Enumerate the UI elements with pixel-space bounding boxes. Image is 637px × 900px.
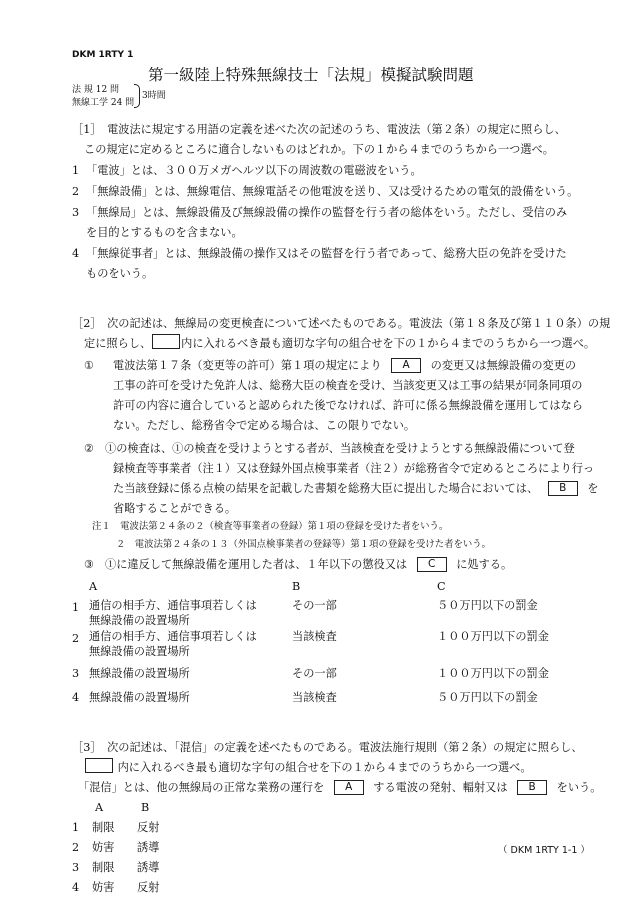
note-1: 注１ 電波法第２４条の２（検査等事業者の登録）第１項の登録を受けた者をいう。 bbox=[92, 521, 449, 532]
statement-2-line: 録検査等事業者（注１）又は登録外国点検事業者（注２）が総務省令で定めるところにより行っ bbox=[113, 462, 595, 475]
lead-text: 内に入れるべき最も適切な字句の組合せを下の１から４までのうちから一つ選べ。 bbox=[117, 761, 532, 774]
question-3-lead: ［3］ 次の記述は、「混信」の定義を述べたものである。電波法施行規則（第２条）の規定に照らし、 bbox=[72, 741, 583, 754]
statement-2-line: 省略することができる。 bbox=[113, 502, 237, 515]
question-count-engineering: 無線工学 24 問 bbox=[72, 98, 135, 108]
question-2-lead: ［2］ 次の記述は、無線局の変更検査について述べたものである。電波法（第１８条及び第１１０条）の規 bbox=[72, 317, 611, 330]
table-cell-a: 制限 bbox=[92, 861, 115, 874]
table-cell-a-cont: 無線設備の設置場所 bbox=[89, 645, 190, 658]
table-cell-c: ５０万円以下の罰金 bbox=[437, 691, 538, 704]
statement-2-line: ①の検査は、①の検査を受けようとする者が、当該検査を受けようとする無線設備について登 bbox=[105, 442, 575, 455]
statement-text: 電波法第１７条（変更等の許可）第１項の規定により bbox=[113, 359, 382, 372]
q1-option-text-cont: を目的とするものを含まない。 bbox=[86, 226, 243, 239]
statement-text: を bbox=[587, 482, 599, 495]
q1-option-number: 4 bbox=[72, 247, 80, 260]
document-code: DKM 1RTY 1 bbox=[72, 50, 134, 60]
table-cell-b: 当該検査 bbox=[292, 691, 337, 704]
table-cell-b: 誘導 bbox=[137, 861, 160, 874]
blank-box bbox=[85, 758, 113, 773]
statement-1-mark: ① bbox=[84, 359, 95, 372]
statement-text: た当該登録に係る点検の結果を記載した書類を総務大臣に提出した場合においては、 bbox=[113, 482, 539, 495]
table-cell-b: 当該検査 bbox=[292, 630, 337, 643]
table-cell-c: １００万円以下の罰金 bbox=[437, 630, 549, 643]
statement-3-line bbox=[105, 555, 512, 575]
statement-text: に処する。 bbox=[456, 558, 513, 571]
q1-option-text: 「無線従事者」とは、無線設備の操作又はその監督を行う者であって、総務大臣の免許を受けた bbox=[86, 247, 567, 260]
brace-mark bbox=[134, 84, 140, 108]
table-cell-b: その一部 bbox=[292, 667, 337, 680]
statement-1-line: 工事の許可を受けた免許人は、総務大臣の検査を受け、当該変更又は工事の結果が同条同項の bbox=[113, 379, 583, 392]
statement-3-mark: ③ bbox=[84, 558, 95, 571]
table-row-number: 3 bbox=[72, 861, 80, 874]
question-3-lead-cont bbox=[84, 758, 532, 778]
page-footer: （ DKM 1RTY 1-1 ） bbox=[498, 845, 590, 856]
table-row-number: 2 bbox=[72, 841, 80, 854]
table-cell-a-cont: 無線設備の設置場所 bbox=[89, 614, 190, 627]
table-cell-a: 妨害 bbox=[92, 841, 115, 854]
statement-2-line bbox=[113, 479, 598, 499]
table-row-number: 4 bbox=[72, 691, 80, 704]
statement-text: の変更又は無線設備の変更の bbox=[430, 359, 577, 372]
blank-box bbox=[152, 334, 180, 349]
definition-text: する電波の発射、輻射又は bbox=[373, 781, 508, 794]
note-2: ２ 電波法第２４条の１３（外国点検事業者の登録等）第１項の登録を受けた者をいう。 bbox=[116, 539, 492, 550]
table-cell-c: １００万円以下の罰金 bbox=[437, 667, 549, 680]
statement-1-line bbox=[113, 356, 576, 376]
blank-a-box: A bbox=[334, 780, 364, 795]
table-row-number: 3 bbox=[72, 667, 80, 680]
statement-1-line: ない。ただし、総務省令で定める場合は、この限りでない。 bbox=[113, 419, 416, 432]
table-cell-a: 無線設備の設置場所 bbox=[89, 667, 190, 680]
lead-text: 内に入れるべき最も適切な字句の組合せを下の１から４までのうちから一つ選べ。 bbox=[181, 337, 596, 350]
question-count-law: 法 規 12 問 bbox=[72, 85, 120, 95]
definition-text: をいう。 bbox=[556, 781, 602, 794]
table-cell-c: ５０万円以下の罰金 bbox=[437, 599, 538, 612]
table-cell-b: その一部 bbox=[292, 599, 337, 612]
table-cell-a: 無線設備の設置場所 bbox=[89, 691, 190, 704]
blank-c-box: C bbox=[417, 557, 447, 572]
page-title: 第一級陸上特殊無線技士「法規」模擬試験問題 bbox=[148, 66, 474, 84]
table-cell-b: 誘導 bbox=[137, 841, 160, 854]
table-row-number: 4 bbox=[72, 881, 80, 894]
q1-option-text: 「電波」とは、３００万メガヘルツ以下の周波数の電磁波をいう。 bbox=[86, 164, 422, 177]
table-cell-b: 反射 bbox=[137, 821, 160, 834]
column-header-a: A bbox=[95, 801, 104, 814]
column-header-b: B bbox=[292, 580, 301, 593]
table-row-number: 1 bbox=[72, 601, 80, 614]
column-header-c: C bbox=[437, 580, 446, 593]
blank-b-box: B bbox=[517, 780, 547, 795]
definition-text: 「混信」とは、他の無線局の正常な業務の運行を bbox=[78, 781, 325, 794]
table-cell-a: 制限 bbox=[92, 821, 115, 834]
q1-option-text: 「無線設備」とは、無線電信、無線電話その他電波を送り、又は受けるための電気的設備をいう。 bbox=[86, 185, 579, 198]
column-header-b: B bbox=[141, 801, 150, 814]
table-row-number: 2 bbox=[72, 632, 80, 645]
q1-option-number: 3 bbox=[72, 206, 80, 219]
exam-duration: 3時間 bbox=[142, 91, 166, 101]
q1-option-text: 「無線局」とは、無線設備及び無線設備の操作の監督を行う者の総体をいう。ただし、受信のみ bbox=[86, 206, 568, 219]
table-cell-a: 通信の相手方、通信事項若しくは bbox=[89, 599, 257, 612]
statement-1-line: 許可の内容に適合していると認められた後でなければ、許可に係る無線設備を運用してはなら bbox=[113, 399, 583, 412]
definition-line bbox=[78, 778, 601, 798]
table-cell-b: 反射 bbox=[137, 881, 160, 894]
blank-a-box: A bbox=[391, 358, 421, 373]
question-2-lead-cont bbox=[84, 334, 595, 354]
q1-option-number: 1 bbox=[72, 164, 80, 177]
statement-text: ①に違反して無線設備を運用した者は、１年以下の懲役又は bbox=[105, 558, 408, 571]
table-row-number: 1 bbox=[72, 821, 80, 834]
blank-b-box: B bbox=[548, 481, 578, 496]
question-1-lead: ［1］ 電波法に規定する用語の定義を述べた次の記述のうち、電波法（第２条）の規定に照らし、 bbox=[72, 123, 566, 136]
lead-text: 定に照らし、 bbox=[84, 337, 152, 350]
table-cell-a: 通信の相手方、通信事項若しくは bbox=[89, 630, 257, 643]
table-cell-a: 妨害 bbox=[92, 881, 115, 894]
question-1-lead-cont: この規定に定めるところに適合しないものはどれか。下の１から４までのうちから一つ選べ。 bbox=[84, 143, 554, 156]
statement-2-mark: ② bbox=[84, 442, 95, 455]
column-header-a: A bbox=[89, 580, 98, 593]
q1-option-number: 2 bbox=[72, 185, 80, 198]
q1-option-text-cont: ものをいう。 bbox=[86, 267, 154, 280]
